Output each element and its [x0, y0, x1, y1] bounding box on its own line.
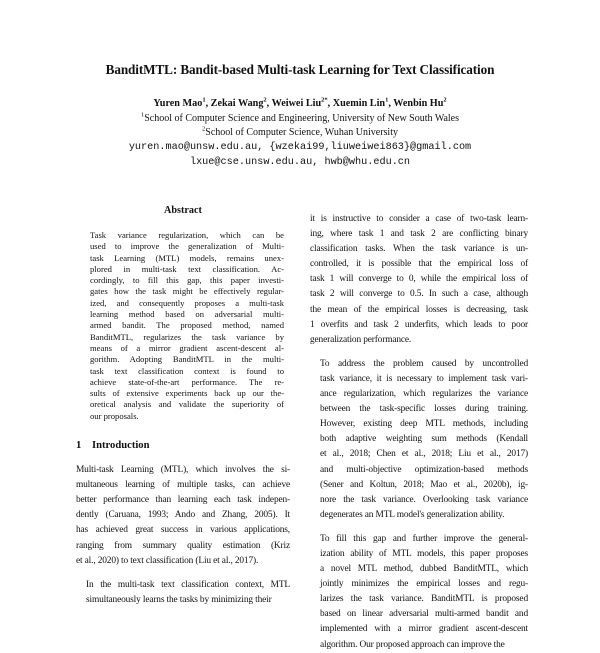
text-line: means of a mirror gradient ascent-descent al- — [90, 342, 284, 353]
email-line-2: lxue@cse.unsw.edu.au, hwb@whu.edu.cn — [189, 157, 411, 168]
abstract-heading: Abstract — [164, 205, 202, 216]
left-column — [76, 205, 290, 608]
text-line: it is instructive to consider a case of two-task learn- — [310, 214, 528, 224]
text-line: Task variance regularization, which can be — [90, 230, 284, 240]
text-line: used to improve the generalization of Multi- — [90, 241, 284, 252]
text-line: a novel MTL method, dubbed BanditMTL, which — [320, 564, 528, 575]
text-line: and multi-objective optimization-based methods — [320, 464, 528, 475]
section-title: Introduction — [92, 440, 150, 452]
text-line: jointly minimizes the empirical losses and regu- — [320, 579, 528, 590]
text-line: oretical analysis and validate the superiority of — [90, 399, 284, 410]
text-line: the mean of the empirical losses is decreasing, task — [310, 304, 528, 315]
text-line: controlled, it is possible that the empirical loss of — [310, 259, 528, 270]
text-line: et al., 2020) to text classification (Liu et al., 2017). — [76, 555, 259, 566]
text-line: Multi-task Learning (MTL), which involves the si- — [76, 465, 290, 476]
text-line: ance regularization, which regularizes the variance — [320, 389, 528, 400]
text-line: To address the problem caused by uncontrolled — [320, 358, 528, 369]
text-line: better performance than learning each task indepen- — [76, 495, 290, 506]
author-affiliation-marker: 1 — [202, 96, 206, 104]
right-column — [310, 212, 528, 653]
text-line: ranging from summary quality estimation (Kriz — [76, 540, 290, 551]
text-line: task Learning (MTL) models, remains unex- — [90, 252, 284, 263]
author-name: Yuren Mao — [153, 98, 203, 109]
text-line: ized, and consequently proposes a multi-task — [90, 297, 284, 308]
right-paragraph-1 — [310, 212, 528, 348]
text-line: plored in multi-task text classification. Ac- — [90, 263, 284, 274]
text-line: task variance, it is necessary to implement task vari- — [320, 373, 528, 384]
right-paragraph-3 — [310, 532, 528, 653]
text-line: et al., 2018; Chen et al., 2018; Liu et al., 2017) — [320, 449, 528, 460]
text-line: algorithm. Our proposed approach can improve the — [320, 639, 505, 650]
text-line: simultaneously learns the tasks by minimizing their — [86, 594, 272, 605]
affiliation-1-text: School of Computer Science and Engineering, University of New South Wales — [144, 113, 460, 124]
text-line: both adaptive weighting sum methods (Kendall — [320, 434, 528, 445]
text-line: task 1 will converge to 0, while the empirical loss of — [310, 274, 528, 285]
affiliation-1 — [0, 113, 600, 124]
section-number: 1 — [76, 440, 82, 452]
author-list: Yuren Mao$^1$, Zekai Wang$^2$, Weiwei Liu$^{2*}$, Xuemin Lin$^1$, Wenbin Hu$^2$ — [153, 96, 447, 109]
abstract-body — [76, 230, 290, 422]
text-line: ing, where task 1 and task 2 are conflicting binary — [310, 229, 528, 240]
text-line: classification tasks. When the task variance is un- — [310, 244, 528, 255]
text-line: task text classification context is found to — [90, 365, 284, 376]
text-line: our proposals. — [90, 410, 139, 421]
affiliation-2-marker: 2 — [202, 125, 206, 133]
text-line: generalization performance. — [310, 334, 412, 345]
affiliation-2-text: School of Computer Science, Wuhan University — [205, 127, 398, 138]
text-line: armed bandit. The proposed method, named — [90, 320, 284, 331]
text-line: task 2 will converge to 0.5. In such a case, although — [310, 289, 528, 300]
text-line: BanditMTL, regularizes the task variance by — [90, 331, 284, 342]
text-line: gorithm. Adopting BanditMTL in the multi- — [90, 354, 284, 365]
text-line: based on linear adversarial multi-armed bandit and — [320, 609, 528, 620]
affiliation-1-marker: 1 — [140, 111, 145, 119]
text-line: has achieved great success in various applications, — [76, 525, 290, 536]
author-affiliation-marker: 2* — [321, 96, 328, 104]
affiliation-2 — [0, 127, 600, 138]
intro-paragraph-2 — [76, 578, 290, 608]
text-line: ization ability of MTL models, this paper proposes — [320, 548, 528, 559]
text-line: dently (Caruana, 1993; Ando and Zhang, 2005). It — [76, 510, 290, 521]
paper-title: BanditMTL: Bandit-based Multi-task Learning for Text Classification — [105, 62, 495, 77]
text-line: (Sener and Koltun, 2018; Mao et al., 2020b), ig- — [320, 479, 528, 490]
section-heading-introduction — [76, 440, 290, 451]
text-line: larizes the task variance. BanditMTL is proposed — [320, 594, 528, 605]
author-affiliation-marker: 2 — [443, 96, 447, 104]
author-name: Wenbin Hu — [393, 98, 444, 109]
author-name: Xuemin Lin — [332, 98, 386, 109]
text-line: To fill this gap and further improve the general- — [320, 533, 528, 544]
text-line: However, existing deep MTL methods, including — [320, 419, 528, 430]
author-name: Weiwei Liu — [271, 98, 322, 109]
author-name: Zekai Wang — [210, 98, 264, 109]
intro-paragraph-1 — [76, 463, 290, 569]
text-line: gates how the task might be effectively regular- — [90, 286, 284, 297]
text-line: cordingly, to fill this gap, this paper investi- — [90, 275, 284, 286]
text-line: degenerates an MTL model's generalization ability. — [320, 509, 505, 520]
text-line: multaneous learning of multiple tasks, can achieve — [76, 480, 290, 491]
author-affiliation-marker: 2 — [263, 96, 267, 104]
text-line: learning method based on adversarial multi- — [90, 309, 284, 320]
email-line-1: yuren.mao@unsw.edu.au, {wzekai99,liuweiwei863}@gmail.com — [128, 142, 472, 153]
author-affiliation-marker: 1 — [385, 96, 389, 104]
text-line: sults of extensive experiments back up our the- — [90, 388, 284, 399]
right-paragraph-2 — [310, 357, 528, 523]
text-line: implemented with a mirror gradient ascent-descent — [320, 624, 528, 635]
text-line: between the task-specific losses during training. — [320, 404, 528, 415]
text-line: nore the task variance. Overlooking task variance — [320, 494, 528, 505]
text-line: In the multi-task text classification context, MTL — [86, 579, 290, 590]
text-line: 1 overfits and task 2 underfits, which leads to poor — [310, 319, 528, 330]
text-line: achieve state-of-the-art performance. The re- — [90, 376, 284, 387]
